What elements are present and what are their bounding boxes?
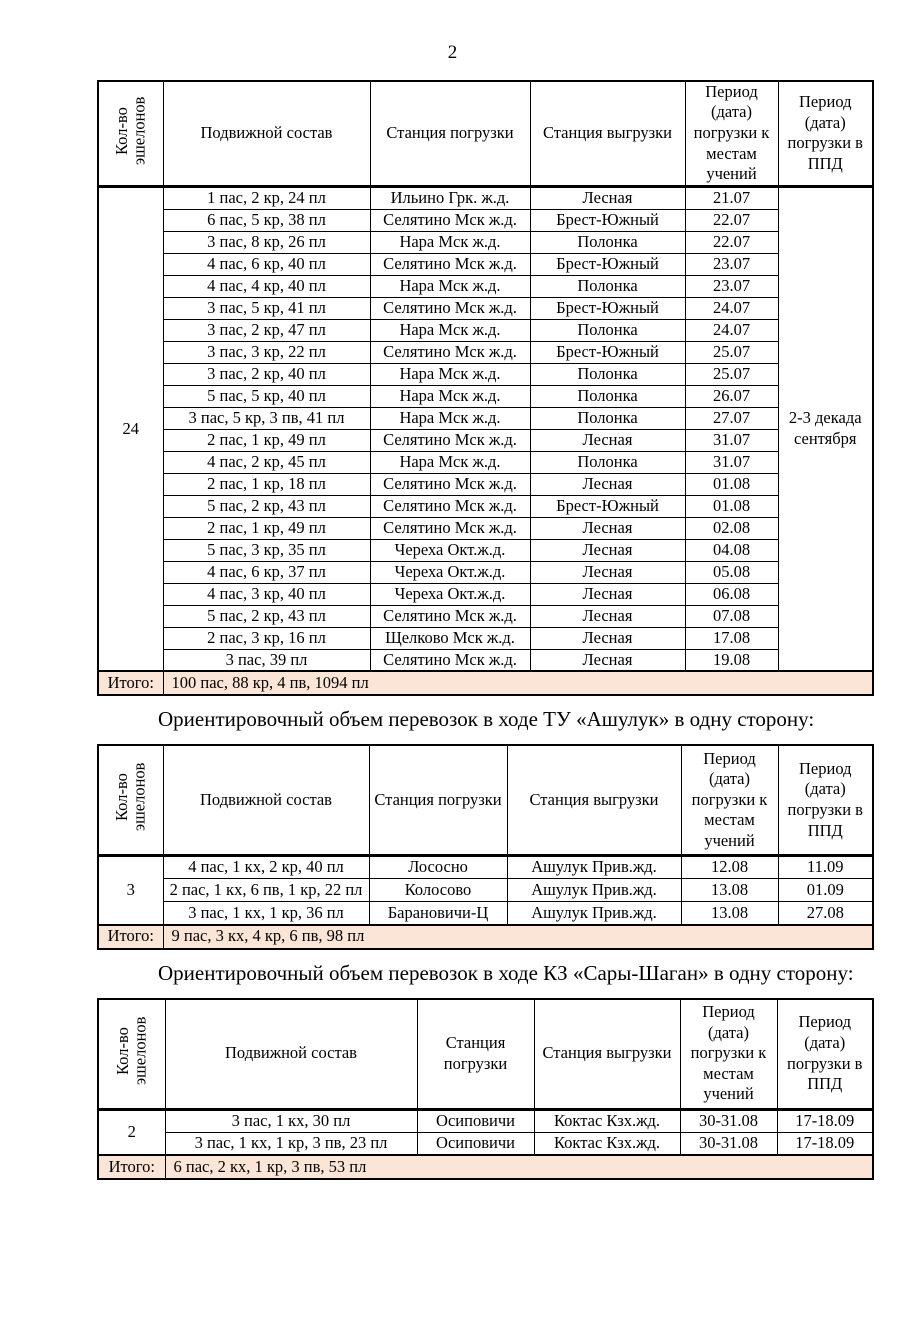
- data-cell: Селятино Мск ж.д.: [370, 253, 530, 275]
- data-cell: Брест-Южный: [530, 495, 685, 517]
- table-row: [98, 583, 873, 605]
- totals-label: Итого:: [98, 671, 163, 695]
- table-row: [98, 1132, 873, 1155]
- header-echelon-count: [98, 81, 163, 187]
- data-cell: 5 пас, 2 кр, 43 пл: [163, 495, 370, 517]
- table-row: [98, 186, 873, 209]
- table-header-row: [98, 81, 873, 187]
- data-cell: 5 пас, 5 кр, 40 пл: [163, 385, 370, 407]
- data-cell: 26.07: [685, 385, 778, 407]
- data-cell: Осиповичи: [417, 1109, 534, 1132]
- data-cell: 13.08: [681, 879, 778, 902]
- header-rolling-stock: Подвижной состав: [163, 745, 369, 856]
- data-cell: 17-18.09: [777, 1109, 873, 1132]
- data-cell: Нара Мск ж.д.: [370, 385, 530, 407]
- data-cell: 24.07: [685, 319, 778, 341]
- data-cell: 6 пас, 5 кр, 38 пл: [163, 209, 370, 231]
- data-cell: 4 пас, 3 кр, 40 пл: [163, 583, 370, 605]
- data-cell: Брест-Южный: [530, 297, 685, 319]
- data-cell: Лесная: [530, 517, 685, 539]
- data-cell: 5 пас, 2 кр, 43 пл: [163, 605, 370, 627]
- data-cell: 4 пас, 6 кр, 40 пл: [163, 253, 370, 275]
- data-cell: 01.09: [778, 879, 873, 902]
- data-cell: Полонка: [530, 319, 685, 341]
- data-cell: Лесная: [530, 627, 685, 649]
- data-cell: 11.09: [778, 856, 873, 879]
- data-cell: Полонка: [530, 275, 685, 297]
- header-period-to-exercise: Период (дата) погрузки к местам учений: [681, 745, 778, 856]
- data-cell: 3 пас, 5 кр, 41 пл: [163, 297, 370, 319]
- table-row: [98, 495, 873, 517]
- data-cell: Череха Окт.ж.д.: [370, 539, 530, 561]
- data-cell: 22.07: [685, 209, 778, 231]
- data-cell: 23.07: [685, 253, 778, 275]
- table-header-row: [98, 745, 873, 856]
- data-cell: Череха Окт.ж.д.: [370, 583, 530, 605]
- data-cell: Брест-Южный: [530, 253, 685, 275]
- table-row: [98, 627, 873, 649]
- data-cell: Лесная: [530, 539, 685, 561]
- data-cell: 13.08: [681, 902, 778, 925]
- data-cell: 19.08: [685, 649, 778, 671]
- table-row: [98, 275, 873, 297]
- data-cell: 24.07: [685, 297, 778, 319]
- table-row: [98, 902, 873, 925]
- paragraph-ashuluk: Ориентировочный объем перевозок в ходе ТУ «Ашулук» в одну сторону:: [158, 707, 815, 732]
- data-cell: Полонка: [530, 363, 685, 385]
- data-cell: 2 пас, 3 кр, 16 пл: [163, 627, 370, 649]
- table-row: [98, 363, 873, 385]
- data-cell: Лесная: [530, 186, 685, 209]
- data-cell: Селятино Мск ж.д.: [370, 297, 530, 319]
- data-cell: 01.08: [685, 473, 778, 495]
- data-cell: Ашулук Прив.жд.: [507, 856, 681, 879]
- data-cell: 23.07: [685, 275, 778, 297]
- header-rolling-stock: Подвижной состав: [165, 999, 417, 1110]
- data-cell: Селятино Мск ж.д.: [370, 605, 530, 627]
- header-echelon-count-label: Кол-во эшелонов: [112, 763, 149, 832]
- table-row: [98, 473, 873, 495]
- table-row: [98, 341, 873, 363]
- data-cell: Лесная: [530, 473, 685, 495]
- data-cell: 05.08: [685, 561, 778, 583]
- table-row: [98, 856, 873, 879]
- data-cell: 3 пас, 5 кр, 3 пв, 41 пл: [163, 407, 370, 429]
- transport-table-main: [97, 80, 874, 696]
- data-cell: Коктас Кзх.жд.: [534, 1132, 680, 1155]
- data-cell: 22.07: [685, 231, 778, 253]
- table-row: [98, 649, 873, 671]
- data-cell: Нара Мск ж.д.: [370, 231, 530, 253]
- table-row: [98, 385, 873, 407]
- header-loading-station: Станция погрузки: [369, 745, 507, 856]
- data-cell: 3 пас, 2 кр, 40 пл: [163, 363, 370, 385]
- data-cell: 06.08: [685, 583, 778, 605]
- data-cell: 25.07: [685, 363, 778, 385]
- data-cell: Щелково Мск ж.д.: [370, 627, 530, 649]
- table-row: [98, 451, 873, 473]
- data-cell: Селятино Мск ж.д.: [370, 649, 530, 671]
- data-cell: 02.08: [685, 517, 778, 539]
- data-cell: Нара Мск ж.д.: [370, 451, 530, 473]
- table-row: [98, 407, 873, 429]
- table-row: [98, 561, 873, 583]
- data-cell: Коктас Кзх.жд.: [534, 1109, 680, 1132]
- data-cell: Лесная: [530, 605, 685, 627]
- data-cell: Полонка: [530, 231, 685, 253]
- data-cell: 07.08: [685, 605, 778, 627]
- ppd-period-cell: 2-3 декада сентября: [778, 186, 873, 671]
- header-echelon-count-label: Кол-во эшелонов: [113, 1016, 150, 1085]
- data-cell: 27.07: [685, 407, 778, 429]
- data-cell: Полонка: [530, 407, 685, 429]
- data-cell: 30-31.08: [680, 1132, 777, 1155]
- data-cell: 2 пас, 1 кр, 49 пл: [163, 517, 370, 539]
- header-period-to-ppd: Период (дата) погрузки в ППД: [778, 81, 873, 187]
- totals-value: 9 пас, 3 кх, 4 кр, 6 пв, 98 пл: [163, 925, 873, 949]
- data-cell: 30-31.08: [680, 1109, 777, 1132]
- data-cell: 4 пас, 2 кр, 45 пл: [163, 451, 370, 473]
- header-echelon-count: [98, 745, 163, 856]
- data-cell: Лесная: [530, 429, 685, 451]
- data-cell: Ильино Грк. ж.д.: [370, 186, 530, 209]
- table-row: [98, 429, 873, 451]
- data-cell: Брест-Южный: [530, 341, 685, 363]
- table-row: [98, 231, 873, 253]
- table-row: [98, 209, 873, 231]
- table-row: [98, 253, 873, 275]
- data-cell: Полонка: [530, 451, 685, 473]
- data-cell: 21.07: [685, 186, 778, 209]
- table-row: [98, 517, 873, 539]
- data-cell: 3 пас, 8 кр, 26 пл: [163, 231, 370, 253]
- echelon-count-cell: 3: [98, 856, 163, 925]
- data-cell: Ашулук Прив.жд.: [507, 879, 681, 902]
- data-cell: 31.07: [685, 429, 778, 451]
- totals-row: [98, 925, 873, 949]
- data-cell: 3 пас, 1 кх, 30 пл: [165, 1109, 417, 1132]
- data-cell: Колосово: [369, 879, 507, 902]
- data-cell: Селятино Мск ж.д.: [370, 341, 530, 363]
- paragraph-saryshagan: Ориентировочный объем перевозок в ходе КЗ «Сары-Шаган» в одну сторону:: [158, 960, 854, 985]
- data-cell: Селятино Мск ж.д.: [370, 495, 530, 517]
- data-cell: 1 пас, 2 кр, 24 пл: [163, 186, 370, 209]
- data-cell: Селятино Мск ж.д.: [370, 429, 530, 451]
- data-cell: Лесная: [530, 583, 685, 605]
- table-row: [98, 879, 873, 902]
- data-cell: 31.07: [685, 451, 778, 473]
- data-cell: 2 пас, 1 кр, 18 пл: [163, 473, 370, 495]
- data-cell: Селятино Мск ж.д.: [370, 473, 530, 495]
- header-loading-station: Станция погрузки: [417, 999, 534, 1110]
- data-cell: Ашулук Прив.жд.: [507, 902, 681, 925]
- header-period-to-exercise: Период (дата) погрузки к местам учений: [680, 999, 777, 1110]
- data-cell: Лесная: [530, 561, 685, 583]
- data-cell: 4 пас, 1 кх, 2 кр, 40 пл: [163, 856, 369, 879]
- totals-label: Итого:: [98, 925, 163, 949]
- table-row: [98, 605, 873, 627]
- data-cell: Нара Мск ж.д.: [370, 319, 530, 341]
- header-unloading-station: Станция выгрузки: [534, 999, 680, 1110]
- data-cell: Нара Мск ж.д.: [370, 407, 530, 429]
- header-rolling-stock: Подвижной состав: [163, 81, 370, 187]
- header-unloading-station: Станция выгрузки: [530, 81, 685, 187]
- data-cell: 4 пас, 4 кр, 40 пл: [163, 275, 370, 297]
- data-cell: 12.08: [681, 856, 778, 879]
- header-echelon-count: [98, 999, 165, 1110]
- data-cell: Нара Мск ж.д.: [370, 275, 530, 297]
- transport-table-saryshagan: [97, 998, 874, 1181]
- data-cell: Нара Мск ж.д.: [370, 363, 530, 385]
- table-row: [98, 297, 873, 319]
- data-cell: 04.08: [685, 539, 778, 561]
- totals-row: [98, 1155, 873, 1179]
- data-cell: Брест-Южный: [530, 209, 685, 231]
- data-cell: 2 пас, 1 кр, 49 пл: [163, 429, 370, 451]
- data-cell: Селятино Мск ж.д.: [370, 209, 530, 231]
- data-cell: 27.08: [778, 902, 873, 925]
- data-cell: Барановичи-Ц: [369, 902, 507, 925]
- data-cell: Селятино Мск ж.д.: [370, 517, 530, 539]
- transport-table-ashuluk: [97, 744, 874, 950]
- data-cell: 3 пас, 39 пл: [163, 649, 370, 671]
- table-row: [98, 1109, 873, 1132]
- data-cell: 3 пас, 1 кх, 1 кр, 36 пл: [163, 902, 369, 925]
- data-cell: Лососно: [369, 856, 507, 879]
- data-cell: Череха Окт.ж.д.: [370, 561, 530, 583]
- header-echelon-count-label: Кол-во эшелонов: [112, 96, 149, 165]
- header-unloading-station: Станция выгрузки: [507, 745, 681, 856]
- data-cell: 4 пас, 6 кр, 37 пл: [163, 561, 370, 583]
- data-cell: Полонка: [530, 385, 685, 407]
- data-cell: 25.07: [685, 341, 778, 363]
- data-cell: 3 пас, 2 кр, 47 пл: [163, 319, 370, 341]
- data-cell: 5 пас, 3 кр, 35 пл: [163, 539, 370, 561]
- data-cell: Лесная: [530, 649, 685, 671]
- data-cell: 3 пас, 3 кр, 22 пл: [163, 341, 370, 363]
- data-cell: 17.08: [685, 627, 778, 649]
- table-header-row: [98, 999, 873, 1110]
- data-cell: 01.08: [685, 495, 778, 517]
- echelon-count-cell: 2: [98, 1109, 165, 1155]
- data-cell: Осиповичи: [417, 1132, 534, 1155]
- data-cell: 3 пас, 1 кх, 1 кр, 3 пв, 23 пл: [165, 1132, 417, 1155]
- data-cell: 2 пас, 1 кх, 6 пв, 1 кр, 22 пл: [163, 879, 369, 902]
- totals-value: 6 пас, 2 кх, 1 кр, 3 пв, 53 пл: [165, 1155, 873, 1179]
- data-cell: 17-18.09: [777, 1132, 873, 1155]
- page-number: 2: [447, 42, 458, 63]
- totals-value: 100 пас, 88 кр, 4 пв, 1094 пл: [163, 671, 873, 695]
- totals-row: [98, 671, 873, 695]
- header-loading-station: Станция погрузки: [370, 81, 530, 187]
- header-period-to-ppd: Период (дата) погрузки в ППД: [778, 745, 873, 856]
- header-period-to-ppd: Период (дата) погрузки в ППД: [777, 999, 873, 1110]
- echelon-count-cell: 24: [98, 186, 163, 671]
- totals-label: Итого:: [98, 1155, 165, 1179]
- table-row: [98, 539, 873, 561]
- table-row: [98, 319, 873, 341]
- header-period-to-exercise: Период (дата) погрузки к местам учений: [685, 81, 778, 187]
